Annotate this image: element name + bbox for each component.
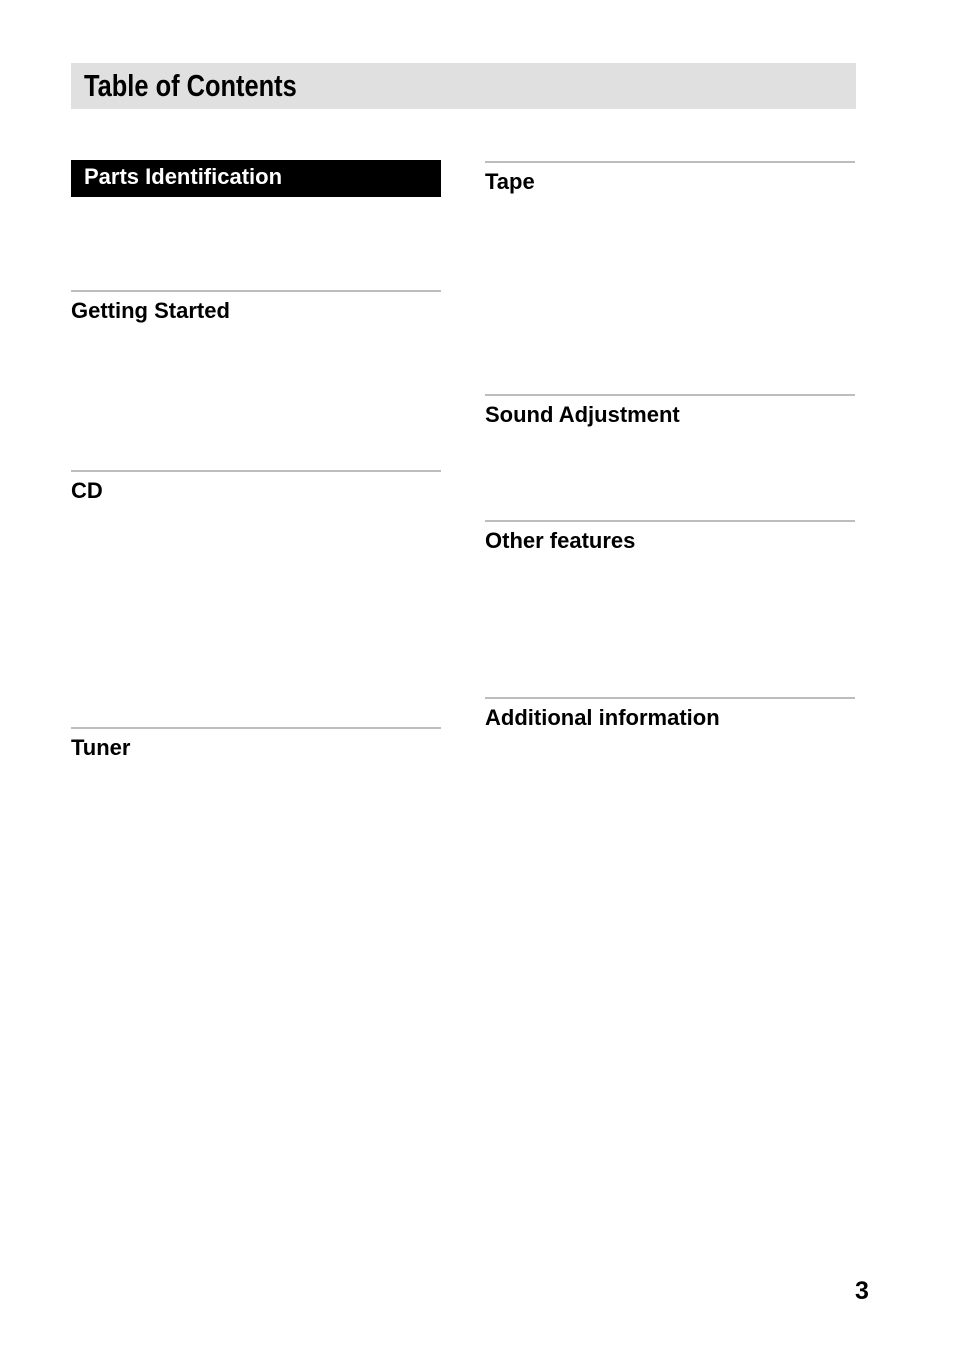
section-divider	[485, 697, 855, 699]
toc-section-cd[interactable]	[71, 470, 441, 504]
toc-heading-tuner: Tuner	[71, 735, 131, 760]
toc-section-parts-identification[interactable]	[71, 160, 441, 197]
toc-heading-other-features: Other features	[485, 528, 636, 553]
toc-section-getting-started[interactable]	[71, 290, 441, 324]
section-divider	[485, 394, 855, 396]
page-title: Table of Contents	[84, 68, 297, 103]
toc-heading-cd: CD	[71, 478, 103, 503]
section-divider	[71, 470, 441, 472]
toc-heading-sound-adjustment: Sound Adjustment	[485, 402, 680, 427]
toc-section-tuner[interactable]	[71, 727, 441, 761]
page-number: 3	[855, 1277, 869, 1305]
toc-section-additional-information[interactable]	[485, 697, 855, 731]
toc-heading-tape: Tape	[485, 169, 535, 194]
section-divider	[485, 520, 855, 522]
section-divider	[71, 727, 441, 729]
section-divider	[485, 161, 855, 163]
toc-section-sound-adjustment[interactable]	[485, 394, 855, 428]
toc-section-tape[interactable]	[485, 161, 855, 195]
toc-section-other-features[interactable]	[485, 520, 855, 554]
toc-heading-getting-started: Getting Started	[71, 298, 230, 323]
section-divider	[71, 290, 441, 292]
title-bar	[71, 63, 856, 109]
toc-heading-additional-information: Additional information	[485, 705, 720, 730]
toc-heading-parts-identification: Parts Identification	[84, 164, 283, 189]
